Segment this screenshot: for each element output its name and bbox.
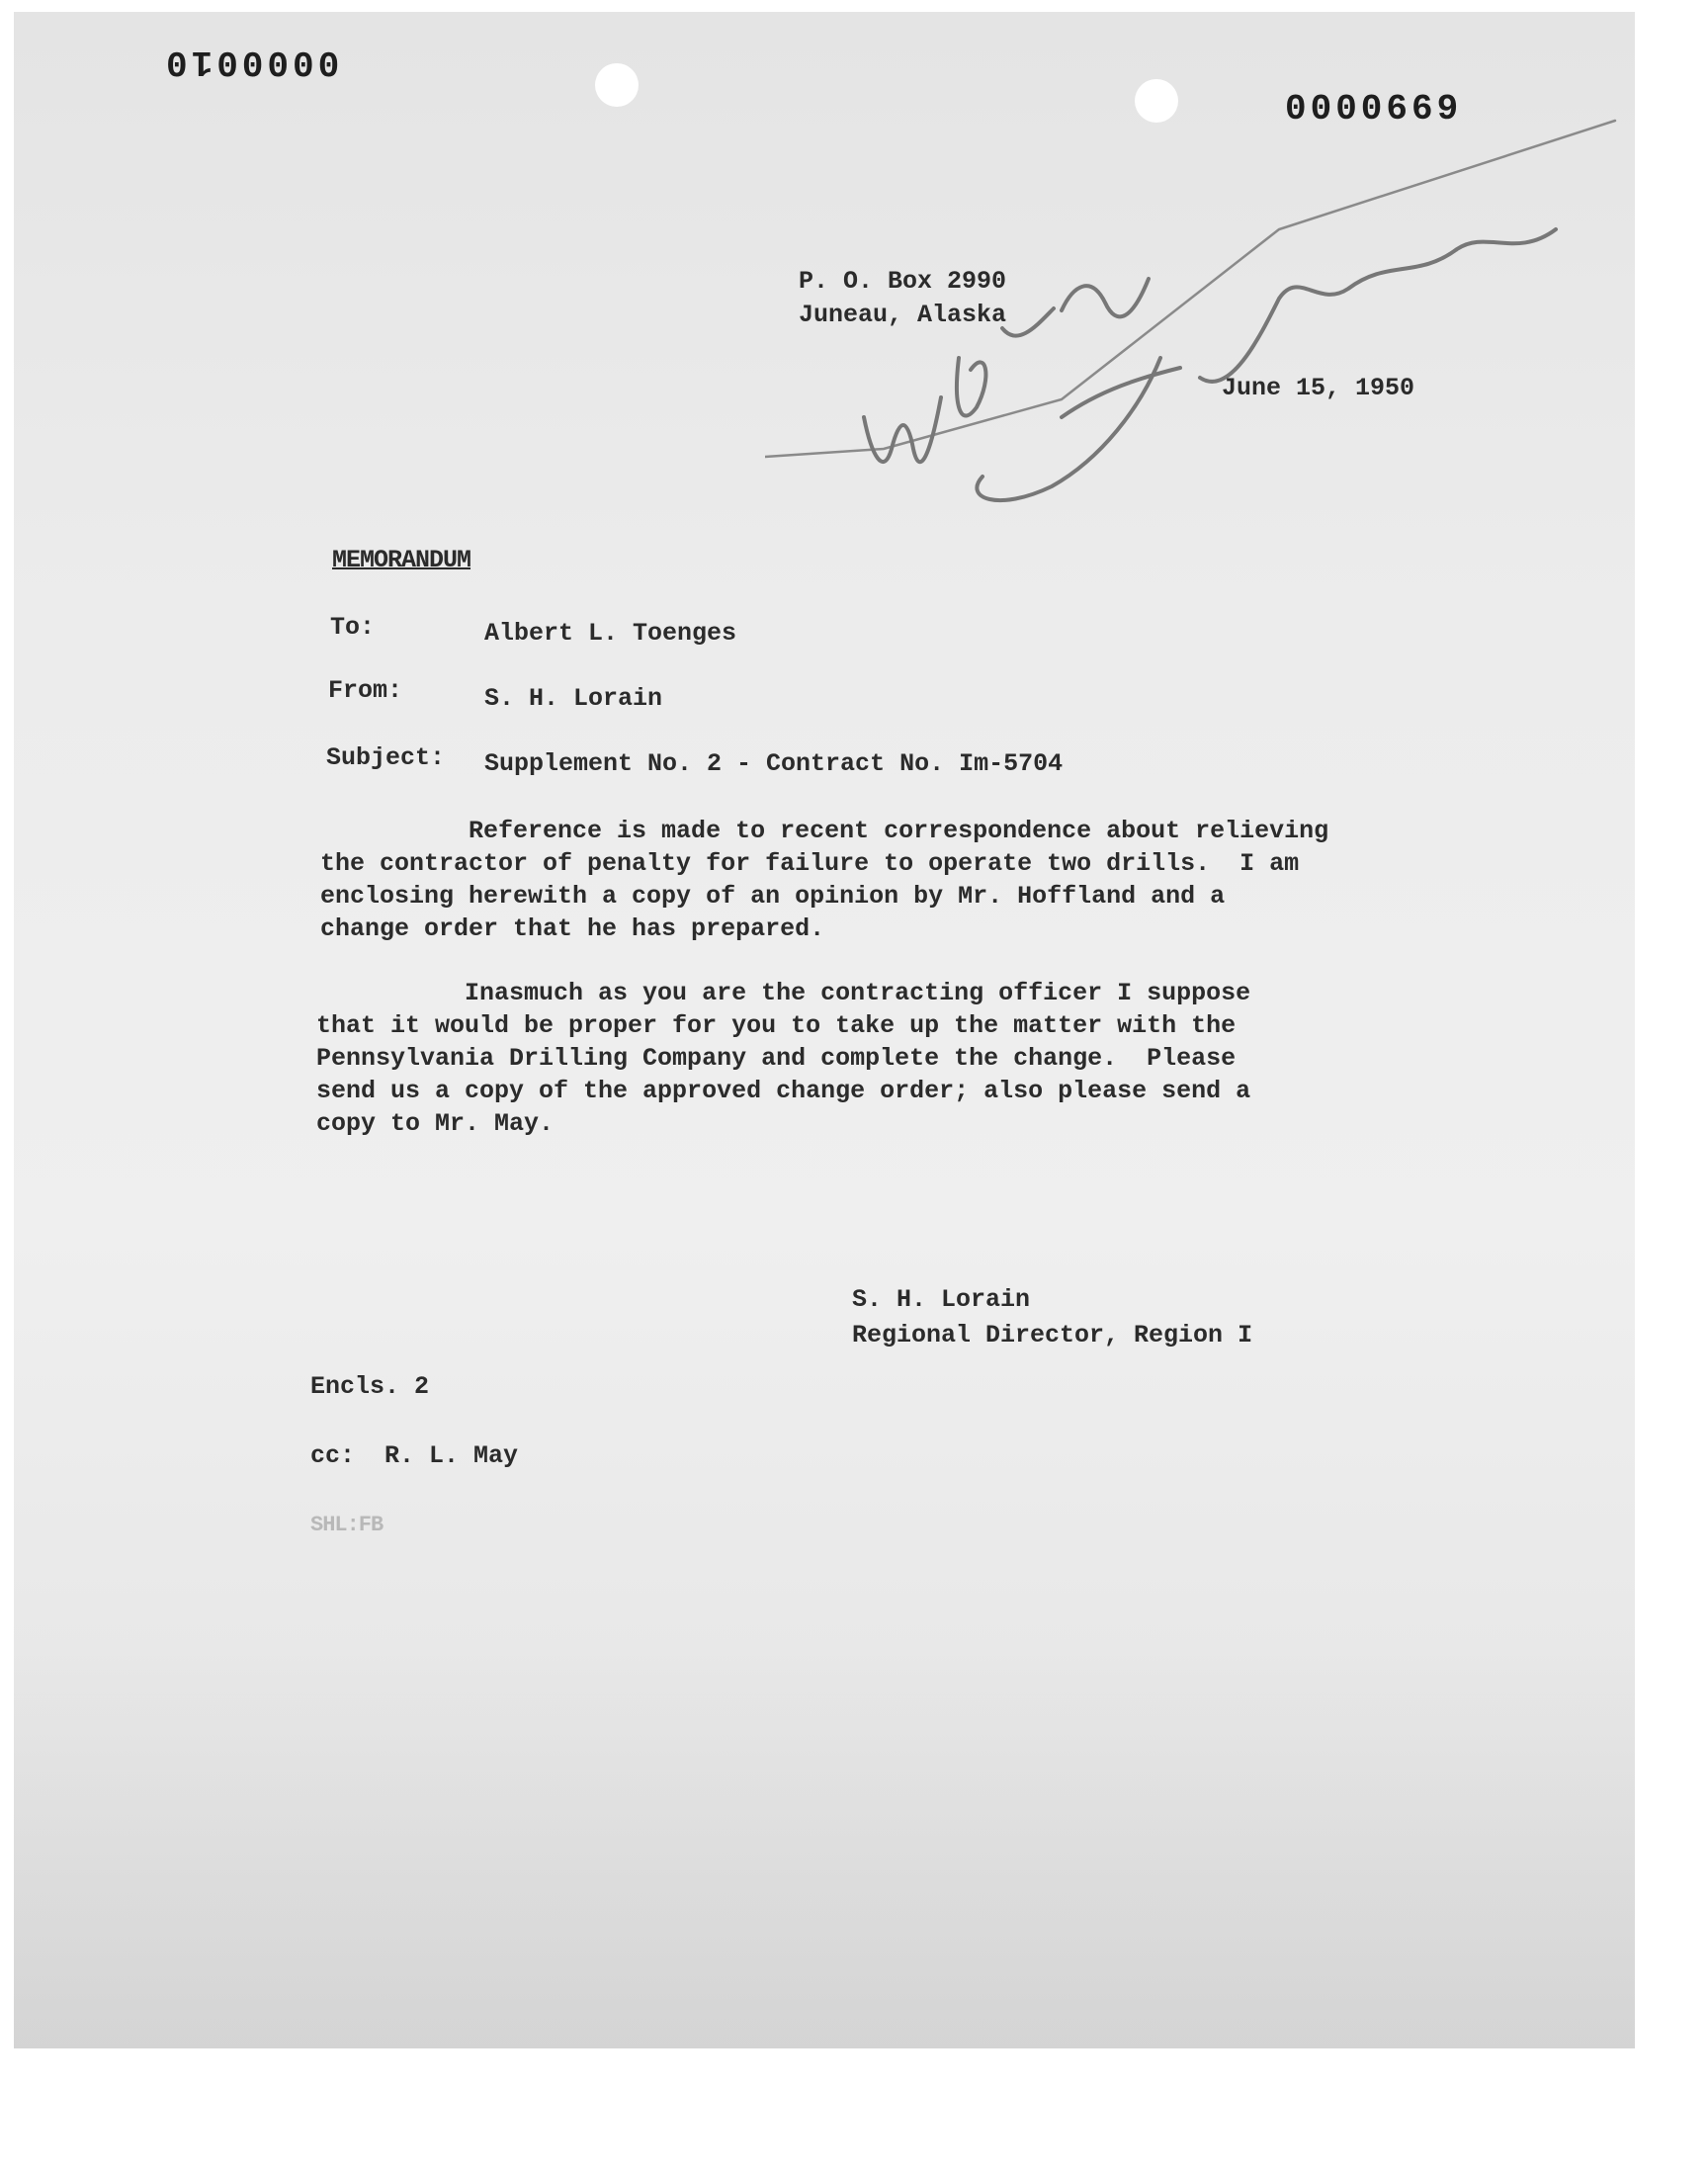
signature-title: Regional Director, Region I [852, 1321, 1253, 1349]
stamp-number-top-left: 0000010 [162, 42, 340, 82]
subject-label: Subject: [326, 743, 446, 772]
typist-initials: SHL:FB [310, 1513, 384, 1537]
to-label: To: [330, 613, 376, 642]
address-line-1: P. O. Box 2990 [799, 267, 1007, 296]
body-paragraph-1: Reference is made to recent correspondence about relieving the contractor of penalty for failure to operate two drills. I am enclosing herewith a copy of an opinion by Mr. Hoffland and a change order that he has prepared. [320, 817, 1329, 943]
subject-value: Supplement No. 2 - Contract No. Im-5704 [484, 749, 1064, 778]
body-paragraph-2: Inasmuch as you are the contracting officer I suppose that it would be proper for you to take up the matter with the Pennsylvania Drilling Company and complete the change. Please send us a copy of the approved change order; also please send a copy to Mr. May. [316, 979, 1251, 1138]
punch-hole-left [595, 63, 639, 107]
to-value: Albert L. Toenges [484, 619, 737, 648]
letter-date: June 15, 1950 [1222, 374, 1415, 402]
cc-line: cc: R. L. May [310, 1441, 519, 1470]
from-value: S. H. Lorain [484, 684, 663, 713]
signature-name: S. H. Lorain [852, 1285, 1031, 1314]
enclosures: Encls. 2 [310, 1372, 430, 1401]
document-page [14, 12, 1635, 2048]
memo-title: MEMORANDUM [332, 546, 471, 574]
stamp-number-top-right: 0000669 [1285, 89, 1463, 130]
from-label: From: [328, 676, 403, 705]
address-line-2: Juneau, Alaska [799, 301, 1007, 329]
